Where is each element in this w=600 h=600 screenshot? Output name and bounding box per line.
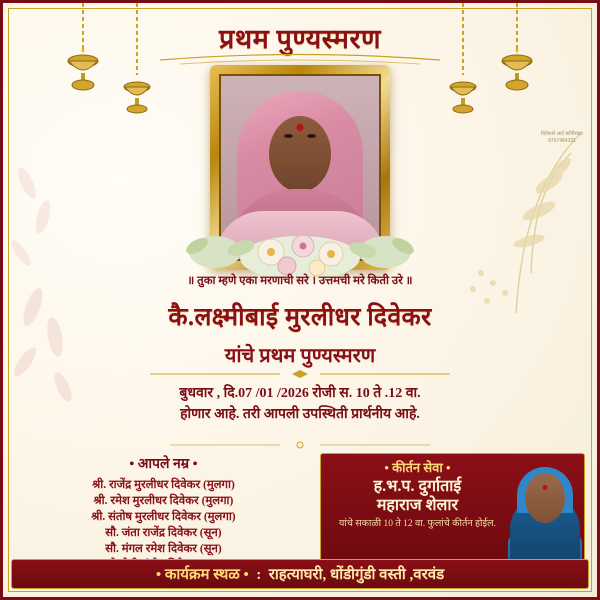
watermark-phone: 9767484331 — [548, 138, 576, 144]
venue-text — [156, 564, 444, 584]
list-item: श्री. राजेंद्र मुरलीधर दिवेकर (मुलगा) — [92, 479, 235, 491]
kirtan-heading: • कीर्तन सेवा • — [384, 460, 451, 475]
scripture-verse: ॥ तुका म्हणे एका मरणाची सरे । उत्तमची मरे किती उरे ॥ — [187, 275, 413, 287]
list-item: सौ. मंगल रमेश दिवेकर (सून) — [105, 543, 222, 555]
heading-left-dot: • — [129, 457, 138, 472]
watermark-studio: दिवेकर्स आर्ट कॉपीराइट — [541, 131, 583, 137]
venue-separator: : — [252, 567, 265, 583]
deceased-name: कै.लक्ष्मीबाई मुरलीधर दिवेकर — [168, 304, 432, 331]
foliage-decoration-icon — [421, 123, 591, 323]
kirtan-section — [320, 453, 585, 573]
list-item: सौ. जंता राजेंद्र दिवेकर (सून) — [105, 527, 222, 539]
kirtan-note: यांचे सकाळी 10 ते 12 वा. फुलांचे कीर्तन होईल. — [338, 519, 496, 529]
divider — [130, 440, 470, 450]
page-title: प्रथम पुण्यस्मरण — [218, 23, 382, 54]
venue-label: • कार्यक्रम स्थळ • — [155, 567, 249, 583]
bottom-sections — [15, 453, 585, 573]
venue-value: राहत्याघरी, धोंडीगुंडी वस्ती ,वरवंड — [268, 567, 445, 583]
divider — [130, 369, 470, 379]
family-heading: • आपले नम्र • — [129, 457, 198, 472]
event-invite-line: होणार आहे. तरी आपली उपस्थिती प्रार्थनीय आहे. — [180, 407, 420, 422]
family-section — [15, 453, 312, 573]
kirtan-performer-photo — [508, 461, 582, 573]
event-datetime — [3, 383, 597, 425]
venue-bar — [11, 559, 589, 589]
kirtan-performer-name: ह.भ.प. दुर्गाताई महाराज शेलार — [373, 478, 462, 514]
heading-right-dot: • — [189, 457, 198, 472]
watermark — [541, 131, 583, 145]
event-date-line: बुधवार , दि.07 /01 /2026 रोजी स. 10 ते .12 वा. — [179, 386, 421, 401]
list-item: श्री. संतोष मुरलीधर दिवेकर (मुलगा) — [91, 511, 236, 523]
deceased-subtitle: यांचे प्रथम पुण्यस्मरण — [224, 345, 376, 367]
list-item: श्री. रमेश मुरलीधर दिवेकर (मुलगा) — [93, 495, 234, 507]
